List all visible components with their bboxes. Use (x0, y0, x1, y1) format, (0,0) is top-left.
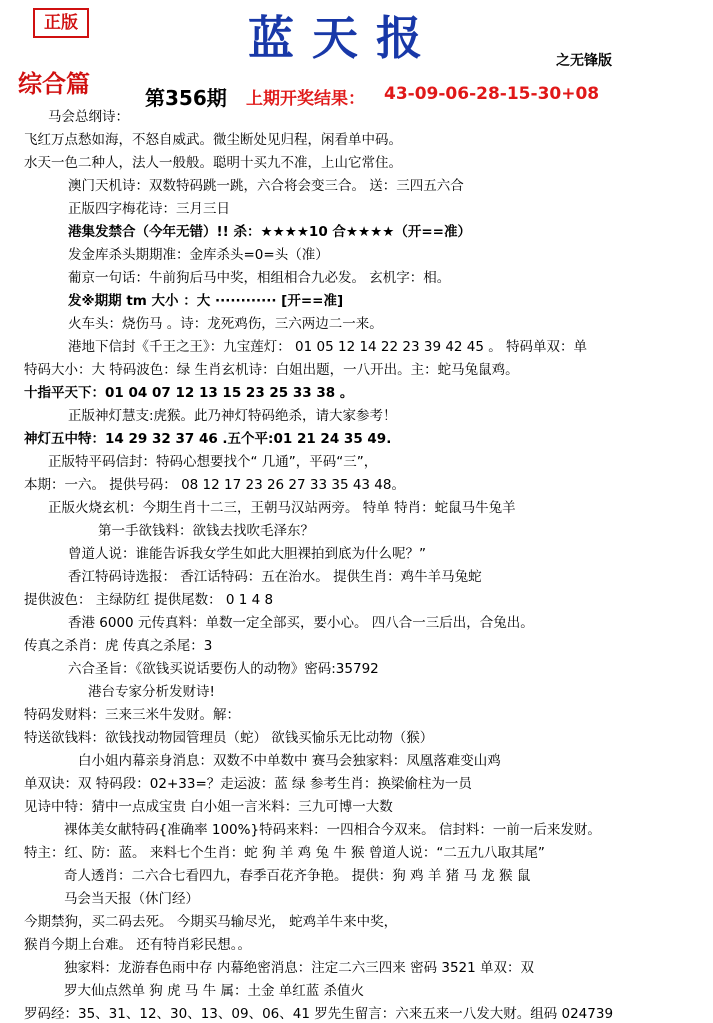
text-line: 澳门天机诗：双数特码跳一跳，六合将会变三合。 送：三四五六合 (68, 178, 464, 194)
text-line: 单双诀：双 特码段：02+33=？走运波：蓝 绿 参考生肖：换梁偷柱为一员 (24, 776, 472, 792)
text-line: 马会当天报（休门经） (64, 891, 199, 907)
text-line: 奇人透肖：二六合七看四九，春季百花齐争艳。 提供：狗 鸡 羊 猪 马 龙 猴 鼠 (64, 868, 531, 884)
edition-label: 之无锋版 (556, 53, 612, 69)
text-line: 港地下信封《千王之王》：九宝莲灯： 01 05 12 14 22 23 39 42 45 。 特码单双：单 (68, 339, 588, 355)
text-line: 曾道人说：谁能告诉我女学生如此大胆裸拍到底为什么呢？” (68, 546, 426, 562)
text-line: 特送欲钱料：欲钱找动物园管理员（蛇） 欲钱买愉乐无比动物（猴） (24, 730, 434, 746)
text-line: 水天一色二种人，法人一般般。聪明十买九不准，上山它常住。 (24, 155, 402, 171)
text-line: 猴肖今期上台难。 还有特肖彩民想。。 (24, 937, 252, 953)
text-line: 今期禁狗，买二码去死。 今期买马输尽光， 蛇鸡羊牛来中奖， (24, 914, 398, 930)
text-line: 正版火烧玄机：今期生肖十二三，王朝马汉站两旁。 特单 特肖：蛇鼠马牛兔羊 (48, 500, 516, 516)
issue-number: 第356期 (145, 86, 227, 110)
text-line: 传真之杀肖：虎 传真之杀尾：3 (24, 638, 213, 654)
genuine-edition-badge: 正版 (33, 8, 89, 38)
last-result-label: 上期开奖结果： (246, 89, 365, 109)
text-line: 罗码经：35、31、12、30、13、09、06、41 罗先生留言：六来五来一八发大财。组码 024739 (24, 1006, 614, 1022)
text-line: 正版特平码信封：特码心想要找个“ 几通”，平码“三”， (48, 454, 378, 470)
text-line: 裸体美女献特码{准确率 100%}特码来料：一四相合今双来。 信封料：一前一后来发财。 (64, 822, 601, 838)
text-line: 本期：一六。 提供号码： 08 12 17 23 26 27 33 35 43 48。 (24, 477, 405, 493)
text-line: 港台专家分析发财诗! (88, 684, 215, 700)
text-line: 马会总纲诗： (48, 109, 129, 125)
text-line: 葡京一句话：牛前狗后马中奖，相组相合九必发。 玄机字：相。 (68, 270, 451, 286)
section-label: 综合篇 (18, 70, 90, 98)
text-line: 提供波色： 主绿防红 提供尾数： 0 1 4 8 (24, 592, 274, 608)
text-line: 第一手欲钱料：欲钱去找吹毛泽东？ (98, 523, 314, 539)
text-line: 发金库杀头期期准：金库杀头=0=头（准） (68, 247, 329, 263)
text-line: 正版神灯慧支:虎猴。此乃神灯特码绝杀，请大家参考！ (68, 408, 397, 424)
text-line: 港集发禁合（今年无错）!! 杀：★★★★10 合★★★★（开==准） (68, 224, 471, 240)
text-line: 罗大仙点然单 狗 虎 马 牛 属：土金 单红蓝 杀值火 (64, 983, 365, 999)
text-line: 香江特码诗选报： 香江话特码：五在治水。 提供生肖：鸡牛羊马兔蛇 (68, 569, 482, 585)
text-line: 六合圣旨：《欲钱买说话要伤人的动物》密码:35792 (68, 661, 379, 677)
text-line: 特码发财料：三来三米牛发财。解： (24, 707, 240, 723)
text-line: 特主：红、防：蓝。 来料七个生肖：蛇 狗 羊 鸡 兔 牛 猴 曾道人说：“二五九八取其尾” (24, 845, 545, 861)
newspaper-title: 蓝天报 (248, 11, 440, 65)
text-line: 发※期期 tm 大小 ：大 ············ [开==准] (68, 293, 344, 309)
text-line: 神灯五中特：14 29 32 37 46 .五个平:01 21 24 35 49. (24, 431, 392, 447)
text-line: 正版四字梅花诗：三月三日 (68, 201, 230, 217)
text-line: 飞红万点愁如海，不怒自威武。微尘断处见归程，闲看单中码。 (24, 132, 402, 148)
text-line: 香港 6000 元传真料：单数一定全部买，要小心。 四八合一三后出，合兔出。 (68, 615, 534, 631)
text-line: 见诗中特：猜中一点成宝贵 白小姐一言米料：三九可博一大数 (24, 799, 393, 815)
last-result-value: 43-09-06-28-15-30+08 (384, 84, 600, 104)
text-line: 白小姐内幕亲身消息：双数不中单数中 赛马会独家料：凤凰落难变山鸡 (78, 753, 501, 769)
text-line: 十指平天下：01 04 07 12 13 15 23 25 33 38 。 (24, 385, 354, 401)
text-line: 特码大小：大 特码波色：绿 生肖玄机诗：白姐出题，一八开出。主：蛇马兔鼠鸡。 (24, 362, 519, 378)
text-line: 独家料：龙游春色雨中存 内幕绝密消息：注定二六三四来 密码 3521 单双：双 (64, 960, 535, 976)
text-line: 火车头：烧伤马 。诗：龙死鸡伤，三六两边二一来。 (68, 316, 383, 332)
